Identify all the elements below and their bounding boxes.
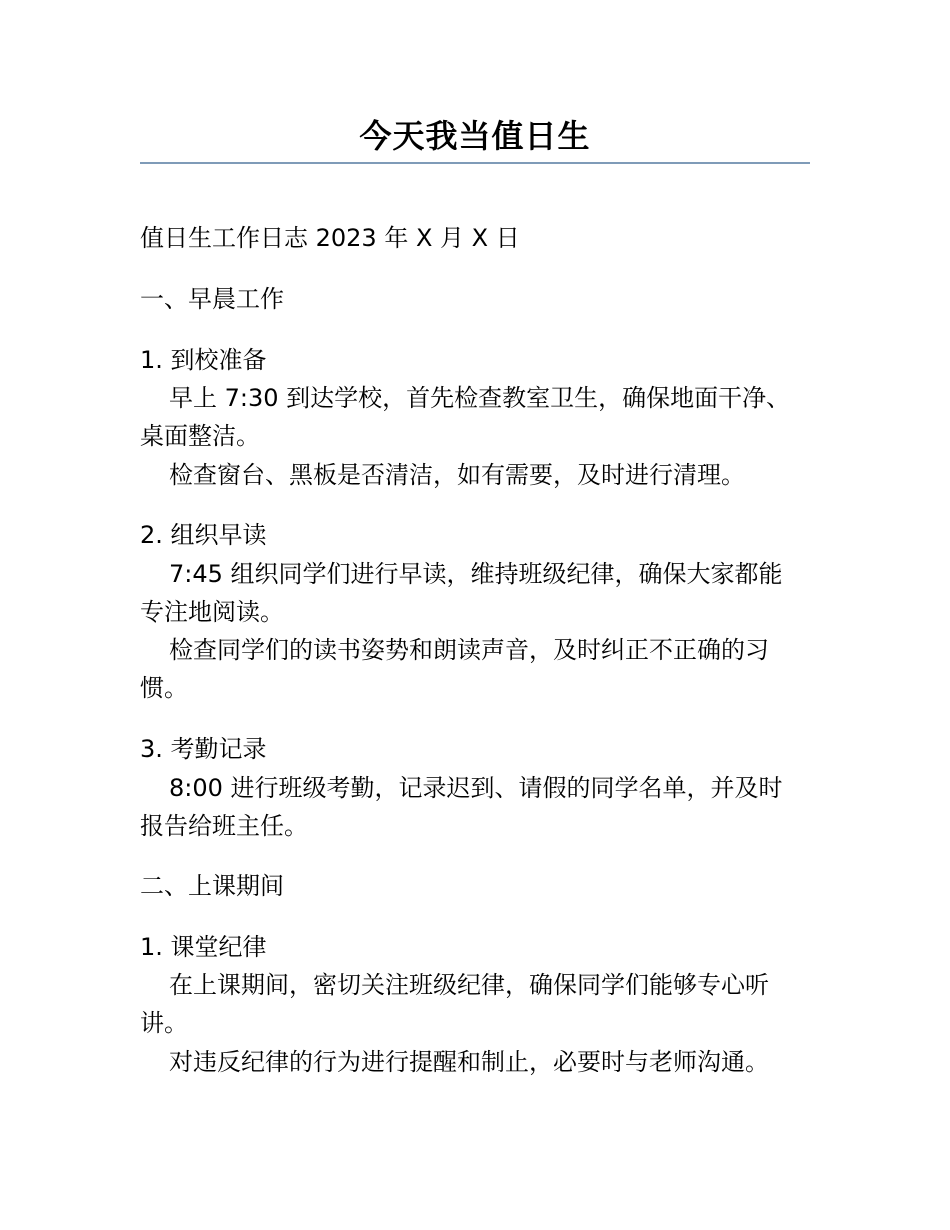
paragraph-line: 对违反纪律的行为进行提醒和制止，必要时与老师沟通。: [169, 1048, 769, 1076]
paragraph-line: 惯。: [140, 674, 188, 702]
section-heading-morning: 一、早晨工作: [140, 285, 284, 313]
paragraph-line: 专注地阅读。: [140, 598, 284, 626]
section-heading-class-time: 二、上课期间: [140, 872, 284, 900]
title-divider: [140, 162, 810, 164]
paragraph-line: 7:45 组织同学们进行早读，维持班级纪律，确保大家都能: [169, 560, 783, 588]
paragraph-line: 讲。: [140, 1009, 188, 1037]
paragraph-line: 早上 7:30 到达学校，首先检查教室卫生，确保地面干净、: [169, 384, 791, 412]
paragraph-line: 检查同学们的读书姿势和朗读声音，及时纠正不正确的习: [169, 636, 769, 664]
paragraph-line: 检查窗台、黑板是否清洁，如有需要，及时进行清理。: [169, 461, 745, 489]
item-heading-class-discipline: 1. 课堂纪律: [140, 933, 267, 961]
paragraph-line: 8:00 进行班级考勤，记录迟到、请假的同学名单，并及时: [169, 774, 783, 802]
item-heading-attendance: 3. 考勤记录: [140, 735, 267, 763]
item-heading-morning-reading: 2. 组织早读: [140, 521, 267, 549]
paragraph-line: 桌面整洁。: [140, 422, 260, 450]
item-heading-arrival: 1. 到校准备: [140, 346, 267, 374]
paragraph-line: 在上课期间，密切关注班级纪律，确保同学们能够专心听: [169, 971, 769, 999]
paragraph-line: 报告给班主任。: [140, 812, 308, 840]
document-title: 今天我当值日生: [359, 117, 591, 155]
log-header-line: 值日生工作日志 2023 年 X 月 X 日: [140, 224, 520, 252]
